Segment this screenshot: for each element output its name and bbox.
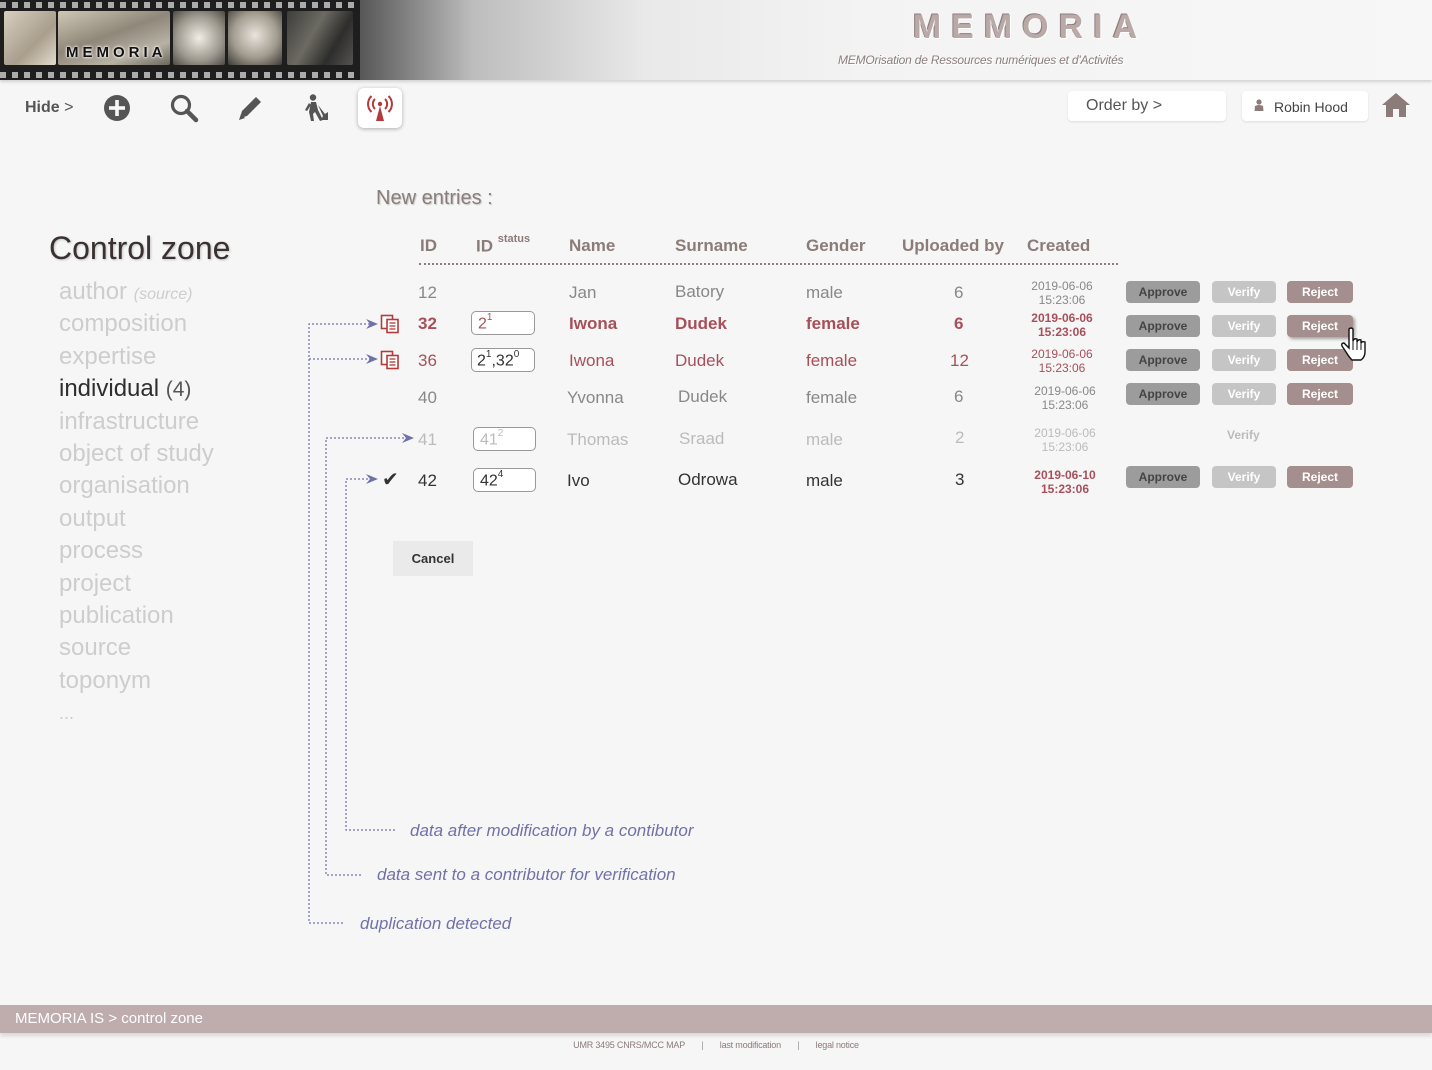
cell-gender: male [806,283,843,302]
header-divider [419,263,1118,265]
reject-button[interactable]: Reject [1287,281,1353,303]
cell-id: 40 [418,388,437,407]
created-time: 15:23:06 [1038,293,1086,307]
verify-link[interactable]: Verify [1227,428,1260,442]
search-icon [169,93,199,123]
col-header-surname[interactable]: Surname [675,236,748,255]
category-label: output [59,504,126,532]
brand [900,8,1160,47]
col-header-label: ID [476,236,493,256]
brand-subtitle: MEMOrisation de Ressources numériques et d'Activités [838,53,1124,67]
status-value: 41 [480,431,498,449]
film-frame-5 [287,11,353,65]
reject-button[interactable]: Reject [1287,383,1353,405]
verify-button[interactable]: Verify [1212,466,1276,488]
col-header-id[interactable]: ID [420,236,437,255]
filmstrip-logo[interactable] [0,0,360,80]
legend-modified: data after modification by a contibutor [410,821,694,840]
created-time: 15:23:06 [1041,398,1089,412]
cell-created [1020,468,1110,496]
worker-icon [301,93,331,123]
category-organisation[interactable] [59,471,214,503]
footer-links [0,1040,1432,1050]
created-date: 2019-06-06 [1031,347,1093,361]
duplicate-icon [380,314,400,334]
reject-button[interactable]: Reject [1287,466,1353,488]
verify-button[interactable]: Verify [1212,349,1276,371]
status-value: 2 [477,352,486,370]
cell-id: 36 [418,351,437,370]
hide-label: Hide [25,99,60,116]
cell-uploaded-by: 3 [955,470,965,489]
cell-surname: Odrowa [678,470,738,489]
cell-name: Jan [569,283,597,302]
verify-button[interactable]: Verify [1212,281,1276,303]
duplicate-icon [380,350,400,370]
hide-arrow: > [64,99,74,116]
cell-gender: female [806,351,858,370]
category-label: individual [59,375,160,403]
edit-button[interactable] [229,88,271,128]
cell-uploaded-by: 2 [955,428,965,447]
cell-gender: male [806,471,843,490]
cell-gender: male [806,430,843,449]
user-icon [1254,99,1264,111]
status-sup: 4 [497,469,504,480]
work-button[interactable] [295,88,337,128]
legend-sent: data sent to a contributor for verification [377,865,676,884]
order-by-select[interactable]: Order by > [1068,91,1226,121]
cell-uploaded-by: 6 [954,387,964,406]
category-author[interactable] [59,277,214,309]
created-date: 2019-06-06 [1034,426,1096,440]
category-note: (source) [133,286,193,303]
reject-button[interactable]: Reject [1287,315,1353,337]
status-sup-2: 0 [513,349,520,360]
status-field[interactable] [471,348,535,372]
category-process[interactable] [59,536,214,568]
category-label: project [59,569,132,597]
status-sup: 1 [486,312,493,323]
status-sup: 2 [497,428,504,439]
approve-button[interactable]: Approve [1126,281,1200,303]
film-frame-3 [173,11,225,65]
created-date: 2019-06-10 [1034,468,1096,482]
cell-created [1017,347,1107,375]
cell-created [1017,279,1107,307]
created-time: 15:23:06 [1041,440,1089,454]
cell-uploaded-by: 12 [950,351,969,370]
created-time: 15:23:06 [1040,482,1090,496]
cell-gender: female [806,388,858,407]
cell-gender: female [806,314,860,333]
footer-breadcrumb[interactable]: MEMORIA IS > control zone [15,1010,203,1027]
hand-cursor-icon [1340,327,1370,361]
cell-created [1020,384,1110,412]
category-object-of-study[interactable] [59,439,214,471]
cancel-button[interactable]: Cancel [393,541,473,576]
cell-name: Iwona [569,351,615,370]
category-label: ... [59,703,75,724]
footer-separator: | [701,1040,704,1050]
pencil-icon [235,93,265,123]
cell-name: Iwona [569,314,618,333]
header-banner [0,0,1432,80]
status-value: 42 [480,472,498,490]
page-title: Control zone [49,230,231,266]
film-label: MEMORIA [66,44,167,61]
film-frame-4 [228,11,282,65]
cell-surname: Dudek [675,314,727,333]
category-toponym[interactable] [59,666,214,698]
search-button[interactable] [163,88,205,128]
cell-surname: Dudek [675,351,725,370]
footer-separator: | [797,1040,800,1050]
category-label: process [59,537,144,565]
status-value-2: ,32 [491,352,514,370]
cell-id: 12 [418,283,437,302]
section-heading: New entries : [376,187,493,209]
footer-link-legal-notice[interactable]: legal notice [815,1040,859,1050]
category-expertise[interactable] [59,342,214,374]
category-label: infrastructure [59,407,200,435]
user-name: Robin Hood [1274,99,1348,115]
user-menu[interactable] [1242,91,1368,121]
category-source[interactable] [59,633,214,665]
cell-name: Thomas [567,430,629,449]
footer-link-last-modification[interactable]: last modification [719,1040,781,1050]
category-individual[interactable] [59,374,214,406]
category-label: composition [59,310,188,338]
col-header-uploaded-by[interactable]: Uploaded by [902,236,1005,255]
category-count: (4) [165,378,192,402]
hide-toggle[interactable] [25,99,73,117]
col-header-gender[interactable]: Gender [806,236,866,255]
cell-uploaded-by: 6 [954,283,964,302]
legend-duplication: duplication detected [360,914,512,933]
category-infrastructure[interactable] [59,407,214,439]
category-label: organisation [59,472,190,500]
created-time: 15:23:06 [1038,361,1086,375]
status-sup: 1 [485,349,492,360]
home-icon[interactable] [1381,92,1411,118]
category-project[interactable] [59,569,214,601]
col-header-sup: status [497,233,531,245]
verify-button[interactable]: Verify [1212,383,1276,405]
cell-id: 32 [418,314,437,333]
approve-button[interactable]: Approve [1126,466,1200,488]
film-frame-1 [4,11,56,65]
broadcast-icon [365,93,395,123]
status-field[interactable] [471,311,535,335]
status-field[interactable] [473,427,536,451]
approve-button[interactable]: Approve [1126,349,1200,371]
reject-button[interactable]: Reject [1287,349,1353,371]
broadcast-button[interactable] [358,88,402,128]
cell-surname: Dudek [678,387,728,406]
category-label: toponym [59,666,152,694]
cell-id: 42 [418,471,437,490]
verify-button[interactable]: Verify [1212,315,1276,337]
add-button[interactable] [96,88,138,128]
status-field[interactable] [473,468,536,492]
cell-created [1020,426,1110,454]
cell-id: 41 [418,430,437,449]
category-more[interactable] [59,698,214,730]
category-composition[interactable] [59,309,214,341]
category-label: object of study [59,439,214,467]
category-label: source [59,634,132,662]
approve-button[interactable]: Approve [1126,383,1200,405]
col-header-id-status[interactable] [476,233,531,257]
category-label: expertise [59,342,157,370]
created-time: 15:23:06 [1037,325,1087,339]
check-icon: ✔ [382,469,399,491]
col-header-created[interactable]: Created [1027,236,1091,255]
approve-button[interactable]: Approve [1126,315,1200,337]
cell-created [1017,311,1107,339]
add-icon [102,93,132,123]
col-header-name[interactable]: Name [569,236,616,255]
category-publication[interactable] [59,601,214,633]
category-list [59,277,214,730]
category-label: author [59,278,128,305]
created-date: 2019-06-06 [1031,279,1093,293]
footer-link-umr[interactable]: UMR 3495 CNRS/MCC MAP [573,1040,685,1050]
footer-bar [0,1005,1432,1033]
cell-surname: Batory [675,282,725,301]
cell-name: Yvonna [567,388,624,407]
cell-surname: Sraad [679,429,725,448]
category-label: publication [59,601,174,629]
status-value: 2 [478,315,487,333]
brand-title: MEMORIA [912,8,1148,46]
created-date: 2019-06-06 [1034,384,1096,398]
created-date: 2019-06-06 [1031,311,1093,325]
category-output[interactable] [59,504,214,536]
cell-name: Ivo [567,471,590,490]
cell-uploaded-by: 6 [954,314,964,333]
